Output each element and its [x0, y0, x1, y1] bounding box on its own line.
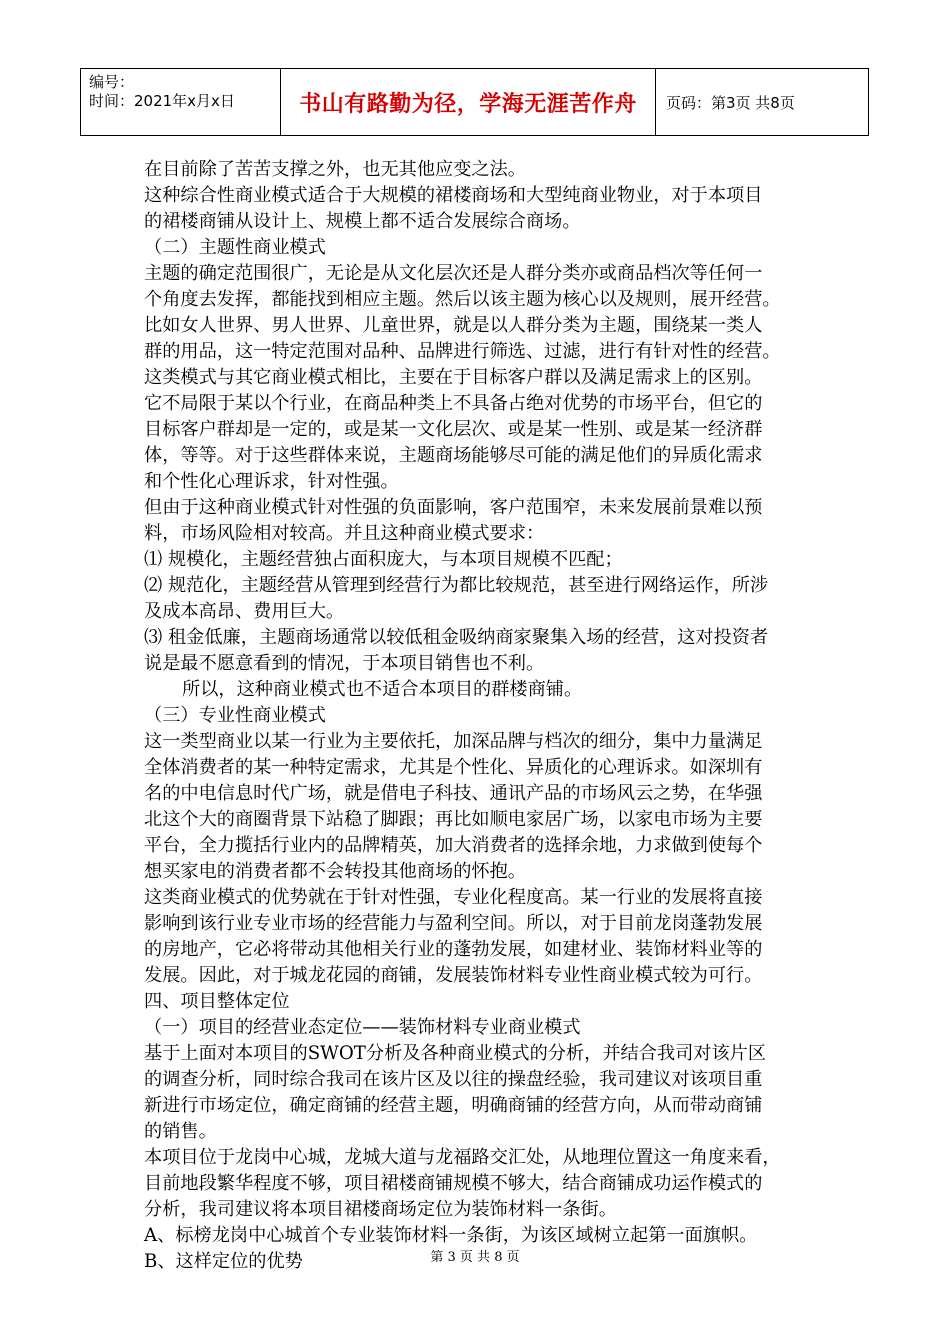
body-line: 但由于这种商业模式针对性强的负面影响，客户范围窄，未来发展前景难以预 — [144, 497, 763, 518]
body-line: 在目前除了苦苦支撑之外，也无其他应变之法。 — [144, 159, 526, 180]
body-line: 群的用品，这一特定范围对品种、品牌进行筛选、过滤，进行有针对性的经营。 — [144, 341, 781, 362]
body-line: 这一类型商业以某一行业为主要依托，加深品牌与档次的细分，集中力量满足 — [144, 731, 763, 752]
body-line: 平台，全力揽括行业内的品牌精英，加大消费者的选择余地，力求做到使每个 — [144, 835, 763, 856]
body-line: 本项目位于龙岗中心城，龙城大道与龙福路交汇处，从地理位置这一角度来看， — [144, 1147, 781, 1168]
list-item: ⑴ 规模化，主题经营独占面积庞大，与本项目规模不匹配； — [144, 549, 623, 570]
body-line: 北这个大的商圈背景下站稳了脚跟；再比如顺电家居广场，以家电市场为主要 — [144, 809, 763, 830]
body-line: 目前地段繁华程度不够，项目裙楼商铺规模不够大，结合商铺成功运作模式的 — [144, 1173, 763, 1194]
header-motto: 书山有路勤为径，学海无涯苦作舟 — [281, 69, 656, 135]
body-line: 的裙楼商铺从设计上、规模上都不适合发展综合商场。 — [144, 211, 581, 232]
body-line: 新进行市场定位，确定商铺的经营主题，明确商铺的经营方向，从而带动商铺 — [144, 1095, 763, 1116]
list-item: ⑶ 租金低廉，主题商场通常以较低租金吸纳商家聚集入场的经营，这对投资者 — [144, 627, 769, 648]
body-line: 体，等等。对于这些群体来说，主题商场能够尽可能的满足他们的异质化需求 — [144, 445, 763, 466]
section-heading: （三）专业性商业模式 — [144, 705, 326, 726]
body-line: A、标榜龙岗中心城首个专业装饰材料一条街，为该区域树立起第一面旗帜。 — [144, 1225, 758, 1246]
body-line: 个角度去发挥，都能找到相应主题。然后以该主题为核心以及规则，展开经营。 — [144, 289, 781, 310]
body-line: B、这样定位的优势 — [144, 1251, 303, 1272]
body-line: 它不局限于某以个行业，在商品种类上不具备占绝对优势的市场平台，但它的 — [144, 393, 763, 414]
section-heading: （一）项目的经营业态定位——装饰材料专业商业模式 — [144, 1017, 581, 1038]
body-line: 影响到该行业专业市场的经营能力与盈利空间。所以，对于目前龙岗蓬勃发展 — [144, 913, 763, 934]
body-line: 名的中电信息时代广场，就是借电子科技、通讯产品的市场风云之势，在华强 — [144, 783, 763, 804]
body-line: 目标客户群却是一定的，或是某一文化层次、或是某一性别、或是某一经济群 — [144, 419, 763, 440]
document-number-label: 编号： — [89, 73, 135, 91]
body-line: 的调查分析，同时综合我司在该片区及以往的操盘经验，我司建议对该项目重 — [144, 1069, 763, 1090]
body-line: 比如女人世界、男人世界、儿童世界，就是以人群分类为主题，围绕某一类人 — [144, 315, 763, 336]
body-line: 这类商业模式的优势就在于针对性强，专业化程度高。某一行业的发展将直接 — [144, 887, 763, 908]
list-item: ⑵ 规范化，主题经营从管理到经营行为都比较规范，甚至进行网络运作，所涉 — [144, 575, 769, 596]
section-heading: （二）主题性商业模式 — [144, 237, 326, 258]
chapter-heading: 四、项目整体定位 — [144, 991, 290, 1012]
document-time-label: 时间：2021年x月x日 — [89, 92, 235, 110]
body-line: 说是最不愿意看到的情况，于本项目销售也不利。 — [144, 653, 545, 674]
page-footer: 第 3 页 共 8 页 — [430, 1250, 520, 1265]
body-line: 料，市场风险相对较高。并且这种商业模式要求： — [144, 523, 545, 544]
body-line: 分析，我司建议将本项目裙楼商场定位为装饰材料一条街。 — [144, 1199, 617, 1220]
body-line: 的房地产，它必将带动其他相关行业的蓬勃发展，如建材业、装饰材料业等的 — [144, 939, 763, 960]
body-line: 想买家电的消费者都不会转投其他商场的怀抱。 — [144, 861, 526, 882]
body-line: 这类模式与其它商业模式相比，主要在于目标客户群以及满足需求上的区别。 — [144, 367, 763, 388]
header-info-cell — [81, 69, 281, 135]
body-line: 主题的确定范围很广，无论是从文化层次还是人群分类亦或商品档次等任何一 — [144, 263, 763, 284]
body-line: 所以，这种商业模式也不适合本项目的群楼商铺。 — [182, 679, 583, 700]
body-line: 这种综合性商业模式适合于大规模的裙楼商场和大型纯商业物业，对于本项目 — [144, 185, 763, 206]
body-line: 的销售。 — [144, 1121, 217, 1142]
body-line: 和个性化心理诉求，针对性强。 — [144, 471, 399, 492]
body-line: 发展。因此，对于城龙花园的商铺，发展装饰材料专业性商业模式较为可行。 — [144, 965, 763, 986]
header-page-info: 页码：第3页 共8页 — [666, 93, 795, 112]
page-header — [80, 68, 869, 136]
body-line: 全体消费者的某一种特定需求，尤其是个性化、异质化的心理诉求。如深圳有 — [144, 757, 763, 778]
body-line: 基于上面对本项目的SWOT分析及各种商业模式的分析，并结合我司对该片区 — [144, 1043, 767, 1064]
document-body — [144, 157, 816, 1275]
body-line: 及成本高昂、费用巨大。 — [144, 601, 345, 622]
